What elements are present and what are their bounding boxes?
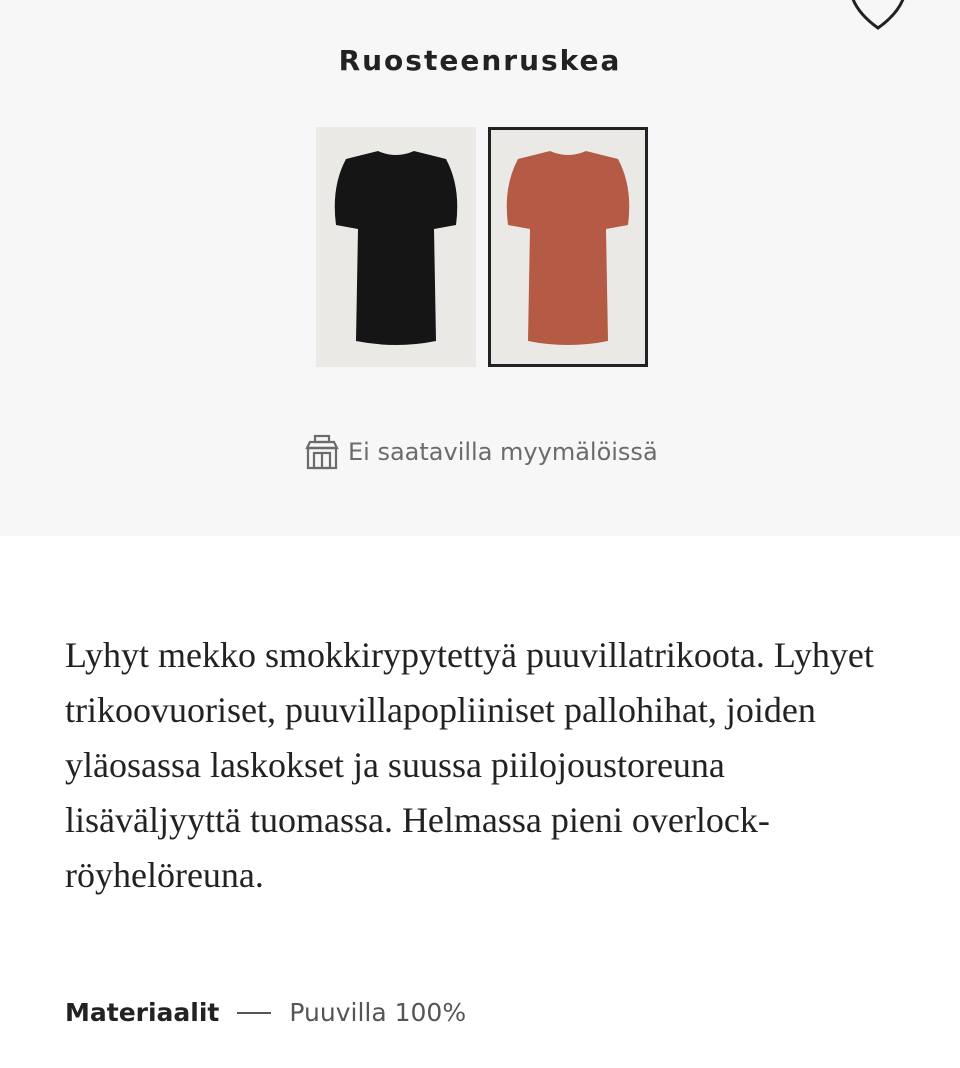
materials-value: Puuvilla 100% [289,998,467,1027]
dress-image-rust [491,130,645,364]
store-availability-text: Ei saatavilla myymälöissä [348,438,658,466]
heart-icon[interactable] [846,0,912,32]
color-swatch-black[interactable] [316,127,476,367]
color-swatch-rust[interactable] [488,127,648,367]
dress-image-black [316,127,476,367]
store-availability [304,434,658,470]
store-icon [304,434,340,470]
materials-row [65,998,466,1027]
materials-label: Materiaalit [65,998,220,1027]
product-description: Lyhyt mekko smokkirypytettyä puuvillatrikoota. Lyhyet trikoovuoriset, puuvillapopliiniset pallohihat, joiden yläosassa laskokset ja suussa piilojoustoreuna lisäväljyyttä tuomassa. Helmassa pieni overlock-röyhelöreuna. [65,635,874,895]
divider [237,1012,271,1014]
selected-color-name: Ruosteenruskea [338,44,622,77]
